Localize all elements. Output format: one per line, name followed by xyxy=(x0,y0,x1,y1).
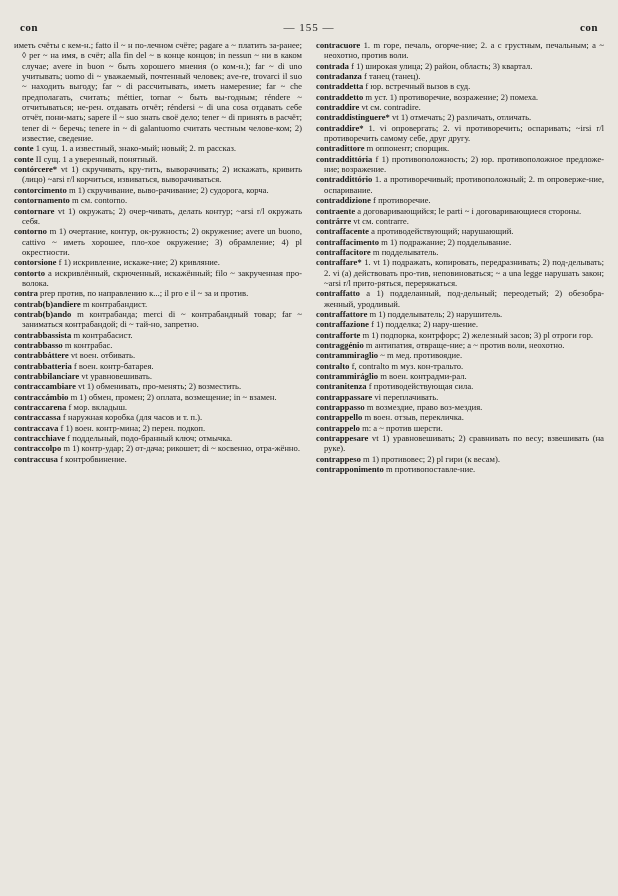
dictionary-entry xyxy=(14,309,302,330)
entry-definition: m уст. 1) противоречие, возражение; 2) помеха. xyxy=(363,91,539,102)
entry-definition: f 1) искривление, искаже-ние; 2) кривляние. xyxy=(56,257,220,268)
entry-definition: f 1) воен. контр-мина; 2) перен. подкоп. xyxy=(58,422,206,433)
entry-headword: contrappeso xyxy=(316,453,361,464)
entry-definition: ~ m мед. противоядие. xyxy=(378,350,463,361)
entry-headword: contraccámbio xyxy=(14,391,69,402)
entry-headword: contraddistinguere* xyxy=(316,112,390,123)
entry-definition: f 1) противоположность; 2) юр. противоположное предложе-ние; возражение. xyxy=(324,153,604,175)
entry-headword: contrabbatteria xyxy=(14,360,72,371)
dictionary-entry xyxy=(14,433,302,443)
entry-headword: contra xyxy=(14,288,38,299)
dictionary-entry xyxy=(14,402,302,412)
dictionary-entry xyxy=(14,257,302,267)
dictionary-entry xyxy=(316,216,604,226)
entry-definition: f юр. встречный вызов в суд. xyxy=(363,81,471,92)
page-header xyxy=(14,22,604,34)
entry-definition: m 1) скручивание, выво-рачивание; 2) судорога, корча. xyxy=(66,184,269,195)
entry-headword: contranitenza xyxy=(316,381,367,392)
entry-definition: m контрабанда; merci di ~ контрабандный товар; far ~ заниматься контрабандой; di ~ тай-но, запретно. xyxy=(22,308,302,330)
entry-definition: m: a ~ против шерсти. xyxy=(359,422,443,433)
entry-definition: m воен. отзыв, перекличка. xyxy=(362,412,464,423)
entry-headword: contrapponimento xyxy=(316,464,384,475)
entry-definition: f 1) подделка; 2) нару-шение. xyxy=(368,319,478,330)
dictionary-entry xyxy=(14,164,302,185)
entry-headword: contórcere* xyxy=(14,164,58,175)
entry-headword: contraddittória xyxy=(316,153,373,164)
dictionary-entry xyxy=(316,361,604,371)
entry-headword: contrappelo xyxy=(316,422,360,433)
dictionary-entry xyxy=(316,71,604,81)
entry-definition: m контрабандист. xyxy=(80,298,148,309)
entry-headword: contraffacente xyxy=(316,226,369,237)
dictionary-entry xyxy=(316,433,604,454)
dictionary-entry xyxy=(316,412,604,422)
entry-headword: contraddire* xyxy=(316,122,364,133)
dictionary-entry xyxy=(316,392,604,402)
entry-headword: contraccassa xyxy=(14,412,61,423)
entry-headword: contraffatto xyxy=(316,288,360,299)
entry-headword: contornare xyxy=(14,205,55,216)
entry-definition: m оппонент; спорщик. xyxy=(364,143,450,154)
dictionary-entry xyxy=(14,443,302,453)
entry-definition: vt 1) обменивать, про-менять; 2) возместить. xyxy=(75,381,242,392)
entry-definition: m возмездие, право воз-мездия. xyxy=(364,402,483,413)
dictionary-entry xyxy=(316,81,604,91)
entry-definition: vi переплачивать. xyxy=(372,391,439,402)
entry-headword: contracchiave xyxy=(14,433,66,444)
entry-headword: contrabbilanciare xyxy=(14,371,80,381)
dictionary-entry xyxy=(316,381,604,391)
entry-headword: contraffacitore xyxy=(316,246,371,257)
dictionary-entry xyxy=(14,381,302,391)
dictionary-entry xyxy=(316,40,604,61)
left-guide-word: con xyxy=(20,22,38,34)
dictionary-entry xyxy=(316,402,604,412)
dictionary-entry xyxy=(14,361,302,371)
dictionary-entry xyxy=(14,288,302,298)
entry-headword: contraggénio xyxy=(316,339,364,350)
entry-definition: a искривлённый, скрюченный, искажённый; filo ~ закрученная про-волока. xyxy=(22,267,302,288)
entry-headword: contorto xyxy=(14,267,46,278)
entry-headword: contorsione xyxy=(14,257,57,268)
entry-headword: contornamento xyxy=(14,195,70,206)
entry-headword: contrab(b)ando xyxy=(14,308,72,319)
dictionary-entry xyxy=(316,247,604,257)
entry-definition: vt см. contradire. xyxy=(359,102,421,113)
entry-headword: contraddizione xyxy=(316,195,371,206)
entry-definition: f мор. вкладыш. xyxy=(66,402,128,413)
dictionary-entry xyxy=(316,309,604,319)
entry-headword: contrárre xyxy=(316,215,352,226)
dictionary-entry xyxy=(316,350,604,360)
entry-definition: m контрабас. xyxy=(62,339,113,350)
entry-definition: m контрабасист. xyxy=(71,329,133,340)
dictionary-entry xyxy=(316,423,604,433)
entry-definition: 1. а противоречивый; противоположный; 2. m опроверже-ние, оспаривание. xyxy=(324,174,604,195)
entry-headword: contraffattore xyxy=(316,308,368,319)
entry-headword: contrabbasso xyxy=(14,339,63,350)
entry-headword: contraddetto xyxy=(316,91,364,102)
entry-definition: a 1) подделанный, под-дельный; переодетый; 2) обезобра-женный, уродливый. xyxy=(324,288,604,309)
entry-headword: contraccusa xyxy=(14,453,58,464)
entry-definition: vt уравновешивать. xyxy=(79,371,152,381)
dictionary-entry xyxy=(14,206,302,227)
entry-headword: contrafforte xyxy=(316,329,361,340)
right-guide-word: con xyxy=(580,22,598,34)
columns xyxy=(14,40,604,474)
dictionary-entry xyxy=(14,143,302,153)
entry-definition: f наружная коробка (для часов и т. п.). xyxy=(60,412,203,423)
entry-definition: m противопоставле-ние. xyxy=(383,464,476,475)
dictionary-entry xyxy=(14,392,302,402)
entry-headword: contrabbassista xyxy=(14,329,72,340)
dictionary-entry xyxy=(316,257,604,288)
dictionary-entry xyxy=(14,185,302,195)
dictionary-entry xyxy=(316,102,604,112)
entry-headword: conte xyxy=(14,153,34,164)
entry-definition: 1 сущ. 1. а известный, знако-мый; новый; 2. m рассказ. xyxy=(33,143,236,154)
entry-headword: contrappassare xyxy=(316,391,373,402)
dictionary-entry xyxy=(316,464,604,474)
dictionary-entry xyxy=(14,340,302,350)
dictionary-entry xyxy=(14,371,302,381)
dictionary-entry xyxy=(14,412,302,422)
dictionary-entry xyxy=(14,226,302,257)
entry-definition: а договаривающийся; le parti ~ i договаривающиеся стороны. xyxy=(355,205,582,216)
dictionary-entry xyxy=(316,195,604,205)
entry-headword: contorcimento xyxy=(14,184,67,195)
entry-definition: m 1) подделыватель; 2) нарушитель. xyxy=(367,308,503,319)
entry-headword: contraccava xyxy=(14,422,59,433)
dictionary-entry xyxy=(316,123,604,144)
entry-definition: m 1) подражание; 2) подделывание. xyxy=(379,236,512,247)
dictionary-entry xyxy=(316,454,604,464)
entry-headword: contrada xyxy=(316,60,349,71)
dictionary-entry xyxy=(14,350,302,360)
entry-definition: m подделыватель. xyxy=(370,246,439,257)
dictionary-entry xyxy=(316,237,604,247)
dictionary-entry xyxy=(14,454,302,464)
entry-definition: 1. m горе, печаль, огорче-ние; 2. а с грустным, печальным; a ~ неохотно, против воли. xyxy=(324,40,604,61)
entry-definition: f поддельный, подо-бранный ключ; отмычка. xyxy=(65,433,233,444)
entry-headword: contorno xyxy=(14,226,47,237)
dictionary-entry xyxy=(14,40,302,143)
entry-headword: contraffare* xyxy=(316,257,362,268)
dictionary-entry xyxy=(14,195,302,205)
entry-definition: f танец (танец). xyxy=(361,71,421,82)
entry-headword: contraddetta xyxy=(316,81,364,92)
entry-headword: contrab(b)andiere xyxy=(14,298,81,309)
entry-headword: contracuore xyxy=(316,40,361,50)
dictionary-entry xyxy=(316,226,604,236)
entry-headword: contradittore xyxy=(316,143,365,154)
entry-definition: vt воен. отбивать. xyxy=(68,350,136,361)
dictionary-entry xyxy=(14,330,302,340)
entry-definition: f, contralto m муз. кон-тральто. xyxy=(349,360,464,371)
dictionary-entry xyxy=(14,299,302,309)
entry-definition: m антипатия, отвраще-ние; a ~ против воли, неохотно. xyxy=(363,339,565,350)
entry-headword: contraccarena xyxy=(14,402,67,413)
entry-headword: conte xyxy=(14,143,34,154)
dictionary-entry xyxy=(14,423,302,433)
left-column xyxy=(14,40,302,474)
dictionary-entry xyxy=(316,319,604,329)
entry-headword: contraddire xyxy=(316,102,360,113)
dictionary-entry xyxy=(316,143,604,153)
entry-headword: contraddittório xyxy=(316,174,373,185)
right-column xyxy=(316,40,604,474)
entry-definition: II сущ. 1 а уверенный, понятный. xyxy=(33,153,158,164)
entry-definition: а противодействующий; нарушающий. xyxy=(368,226,514,237)
page-number: — 155 — xyxy=(283,22,335,34)
entry-definition: m 1) обмен, промен; 2) оплата, возмещение; in ~ взамен. xyxy=(68,391,277,402)
dictionary-entry xyxy=(14,268,302,289)
entry-definition: f противоречие. xyxy=(370,195,431,206)
entry-headword: contradanza xyxy=(316,71,362,82)
entry-definition: 1. vt 1) подражать, копировать, передразнивать; 2) под-делывать; 2. vi (a) действовать про-тив, неповиноваться; ~ a una legge нарушать закон; ~arsi r/l прито-ряться, переряжаться. xyxy=(324,257,604,288)
entry-definition: vt см. contrarre. xyxy=(351,215,409,226)
entry-headword: contrammiráglio xyxy=(316,371,379,381)
entry-definition: m 1) контр-удар; 2) от-дача; рикошет; di ~ косвенно, отра-жённо. xyxy=(61,443,300,454)
dictionary-entry xyxy=(14,154,302,164)
entry-headword: contraccolpo xyxy=(14,443,62,454)
dictionary-entry xyxy=(316,371,604,381)
entry-headword: contraffazione xyxy=(316,319,369,330)
entry-headword: contraccambiare xyxy=(14,381,76,392)
entry-headword: contrappasso xyxy=(316,402,365,413)
entry-definition: m воен. контрадми-рал. xyxy=(378,371,467,381)
entry-definition: vt 1) уравновешивать; 2) сравнивать по весу; взвешивать (на руке). xyxy=(324,433,604,454)
entry-definition: f 1) широкая улица; 2) район, область; 3) квартал. xyxy=(348,60,533,71)
dictionary-entry xyxy=(316,174,604,195)
entry-definition: f воен. контр-батарея. xyxy=(71,360,154,371)
entry-definition: vt 1) отмечать; 2) различать, отличать. xyxy=(389,112,532,123)
entry-definition: m 1) очертание, контур, ок-ружность; 2) окружение; avere un buono, cattivo ~ иметь хорошее, пло-хое окружение; 3) обрамление; 4) pl окрестности. xyxy=(22,226,302,257)
dictionary-entry xyxy=(316,92,604,102)
entry-definition: иметь счёты с кем-н.; fatto il ~ н по-лечном счёте; pagare a ~ платить за-ранее; ◊ per ~ на имя, в счёт; alla fin del ~ в конце концов; in nessun ~ ни в каком случае; avere in buon ~ быть хорошего мнения (о ком-н.); far ~ di uno учитывать; uomo di ~ уважаемый, почтенный человек; ave-re, trovarci il suo ~ находить выгоду; far ~ di рассчитывать, иметь намерение; far ~ che предполагать, считать; méttier, tornar ~ быть вы-годным; réndere ~ отчитываться; не-рен. отдавать отчёт; réndersi ~ di una cosa отдавать себе отчёт, пони-мать; sapere il ~ suo знать своё дело; tener ~ di принять в расчёт; tener di ~ беречь; tenere in ~ di galantuomo считать честным челове-ком; 2) известие, сведение. xyxy=(14,40,302,144)
entry-headword: contralto xyxy=(316,360,350,371)
entry-definition: vt 1) окружать; 2) очер-чивать, делать контур; ~arsi r/l окружать себя. xyxy=(22,205,302,226)
dictionary-entry xyxy=(316,340,604,350)
entry-definition: f контробвинение. xyxy=(57,453,127,464)
dictionary-entry xyxy=(316,154,604,175)
entry-definition: m 1) подпорка, контрфорс; 2) железный засов; 3) pl отроги гор. xyxy=(360,329,594,340)
entry-headword: contrabbáttere xyxy=(14,350,69,361)
entry-definition: prep против, по направлению к...; il pro e il ~ за и против. xyxy=(37,288,249,299)
entry-headword: contrappesare xyxy=(316,433,369,444)
entry-definition: vt 1) скручивать, кру-тить, выворачивать; 2) искажать, кривить (лицо) ~arsi r/l корчиться, извиваться, выворачиваться. xyxy=(22,164,302,185)
entry-headword: contrammiraglio xyxy=(316,350,379,361)
dictionary-entry xyxy=(316,330,604,340)
entry-headword: contrappello xyxy=(316,412,363,423)
entry-headword: contraente xyxy=(316,205,356,216)
dictionary-entry xyxy=(316,112,604,122)
entry-definition: f противодействующая сила. xyxy=(366,381,474,392)
entry-definition: m см. contorno. xyxy=(69,195,128,206)
dictionary-entry xyxy=(316,288,604,309)
entry-definition: 1. vi опровергать; 2. vi противоречить; оспаривать; ~irsi r/l противоречить самому себе, друг другу. xyxy=(324,122,604,144)
entry-definition: m 1) противовес; 2) pl гири (к весам). xyxy=(360,453,501,464)
dictionary-entry xyxy=(316,206,604,216)
entry-headword: contraffacimento xyxy=(316,236,379,247)
dictionary-entry xyxy=(316,61,604,71)
